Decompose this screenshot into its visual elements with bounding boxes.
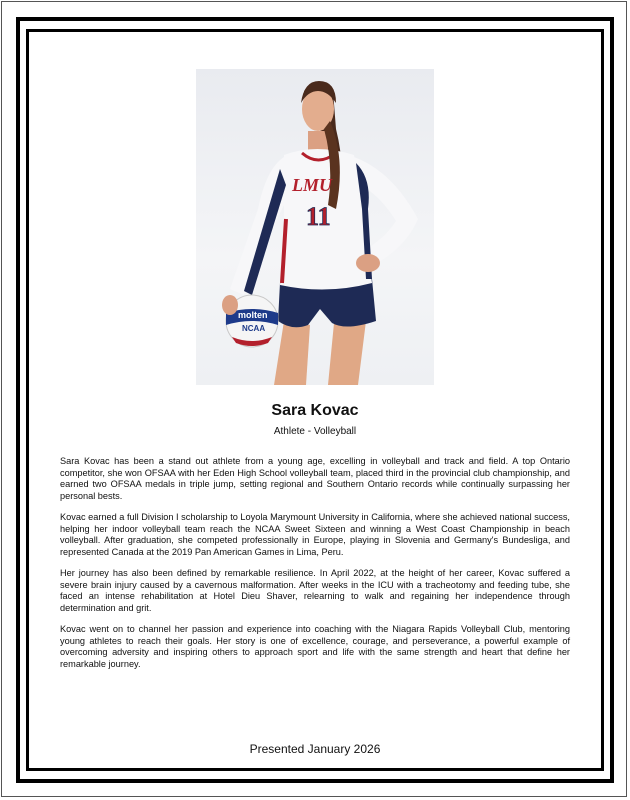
athlete-role: Athlete - Volleyball — [273, 426, 357, 437]
ball-brand: molten — [238, 310, 268, 320]
jersey-text: LMU — [292, 175, 332, 195]
bio-paragraph: Her journey has also been defined by remarkable resilience. In April 2022, at the height of her career, Kovac suffered a severe brain injury caused by a cavernous malformation. After weeks in the ICU with a tracheotomy and feeding tube, she faced an intense rehabilitation at Hotel Dieu Shaver, relearning to walk and regaining her independence through determination and grit. — [60, 568, 570, 613]
jersey-number: 11 — [306, 202, 331, 231]
bio-paragraph: Kovac earned a full Division I scholarship to Loyola Marymount University in California, where she achieved national success, helping her indoor volleyball team reach the NCAA Sweet Sixteen and winning a West Coast Championship in beach volleyball. After graduation, she competed professionally in Europe, playing in Slovenia and Germany's Bundesliga, and represented Canada at the 2019 Pan American Games in Lima, Peru. — [60, 512, 570, 557]
biography — [60, 456, 570, 680]
athlete-photo — [196, 69, 434, 385]
ball-logo: NCAA — [242, 324, 266, 333]
athlete-name: Sara Kovac — [271, 402, 359, 419]
bio-paragraph: Kovac went on to channel her passion and experience into coaching with the Niagara Rapids Volleyball Club, mentoring young athletes to reach their goals. Her story is one of excellence, courage, and perseverance, a powerful example of overcoming adversity and inspiring others to approach sport and life with the same strength and heart that define her remarkable journey. — [60, 624, 570, 669]
presented-date: Presented January 2026 — [249, 742, 381, 756]
bio-paragraph: Sara Kovac has been a stand out athlete from a young age, excelling in volleyball and track and field. A top Ontario competitor, she won OFSAA with her Eden High School volleyball team, placed third in the provincial club championship, and earned two OFSAA medals in triple jump, setting regional and Southern Ontario records while continually surpassing her personal bests. — [60, 456, 570, 501]
